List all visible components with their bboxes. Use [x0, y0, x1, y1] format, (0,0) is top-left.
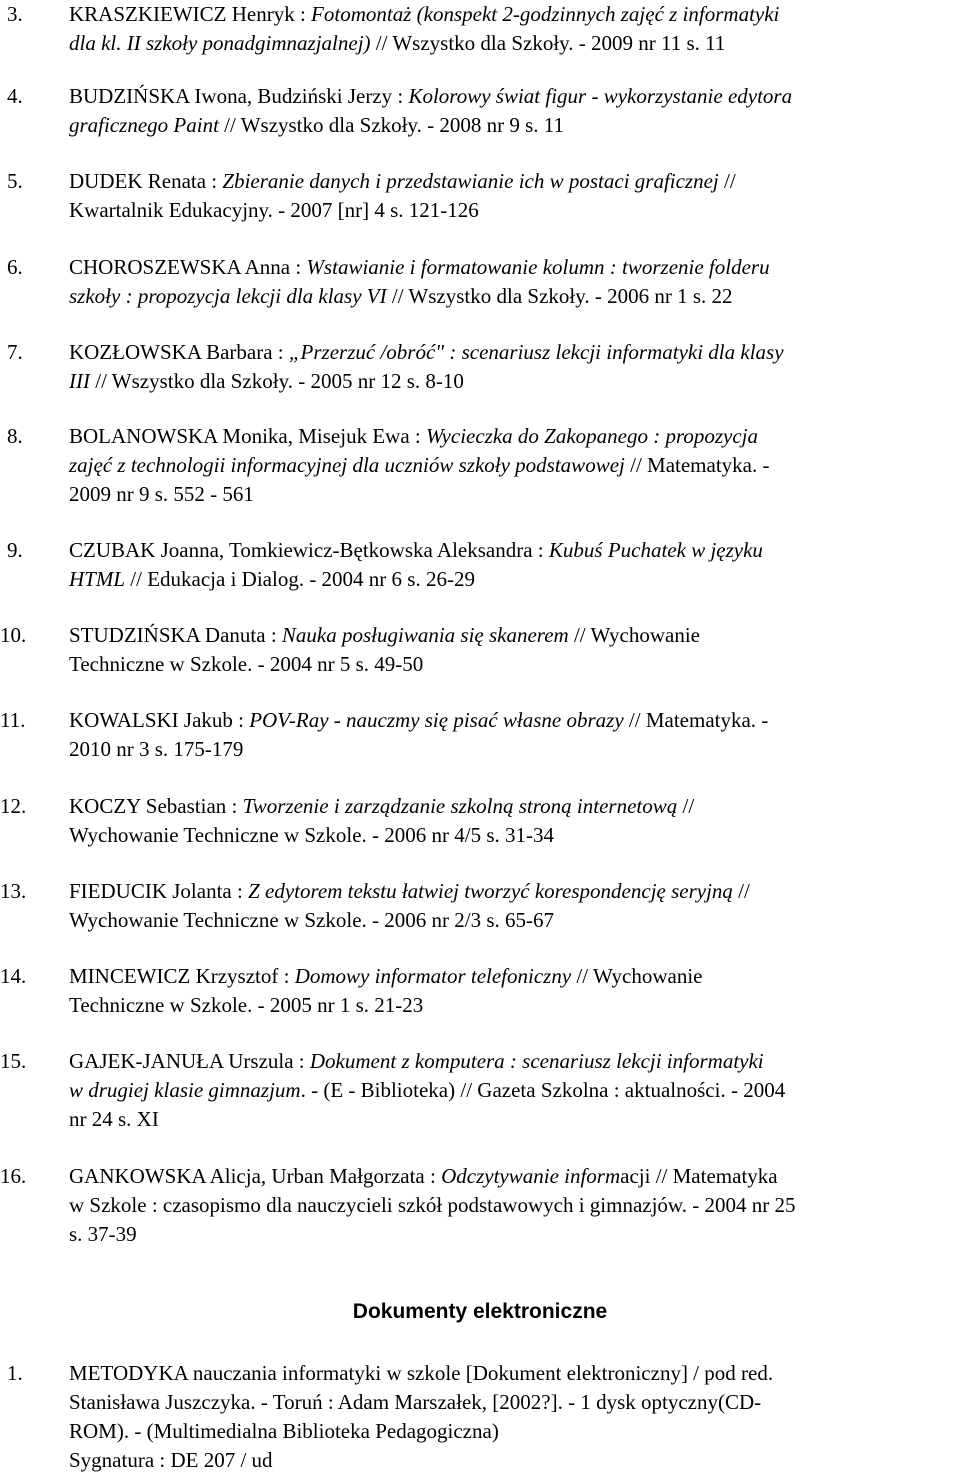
entry-source: // Wszystko dla Szkoły. - 2008 nr 9 s. 11: [218, 113, 565, 137]
entry-author: KOCZY Sebastian :: [69, 794, 243, 818]
entry-number: 3.: [7, 2, 23, 26]
bibliography-entry: [0, 0, 960, 58]
bibliography-entry: [0, 338, 960, 396]
entry-number: 9.: [7, 538, 23, 562]
entry-line: METODYKA nauczania informatyki w szkole [Dokument elektroniczny] / pod red.: [69, 1361, 774, 1385]
entry-title-part: „Przerzuć /obróć" : scenariusz lekcji informatyki dla klasy: [288, 340, 784, 364]
entry-number: 5.: [7, 169, 23, 193]
entry-number: 16.: [0, 1164, 27, 1188]
bibliography-entry: 12. KOCZY Sebastian : Tworzenie i zarządzanie szkolną stroną internetową // Wychowanie Techniczne w Szkole. - 2006 nr 4/5 s. 31-34: [0, 794, 695, 847]
entry-author: FIEDUCIK Jolanta :: [69, 879, 249, 903]
entry-title-part: Fotomontaż (konspekt 2-godzinnych zajęć z informatyki: [311, 2, 780, 26]
bibliography-entry: 8. BOLANOWSKA Monika, Misejuk Ewa : Wycieczka do Zakopanego : propozycja zajęć z technologii informacyjnej dla uczniów szkoły podstawowej // Matematyka. - 2009 nr 9 s. 552 - 561: [7, 424, 770, 506]
entry-author: STUDZIŃSKA Danuta :: [69, 623, 282, 647]
entry-title-part: graficznego Paint: [69, 113, 219, 137]
entry-line: ROM). - (Multimedialna Biblioteka Pedagogiczna): [69, 1419, 499, 1443]
bibliography-entry: 10. STUDZIŃSKA Danuta : Nauka posługiwania się skanerem // Wychowanie Techniczne w Szkole. - 2004 nr 5 s. 49-50: [0, 623, 700, 676]
bibliography-entry: 5. DUDEK Renata : Zbieranie danych i przedstawianie ich w postaci graficznej // Kwartalnik Edukacyjny. - 2007 [nr] 4 s. 121-126: [7, 169, 736, 222]
entry-number: 14.: [0, 964, 27, 988]
entry-title-part: szkoły : propozycja lekcji dla klasy VI: [69, 284, 387, 308]
bibliography-entry: 16. GANKOWSKA Alicja, Urban Małgorzata : Odczytywanie informacji // Matematyka w Szkole : czasopismo dla nauczycieli szkół podstawowych i gimnazjów. - 2004 nr 25 s. 37-39: [0, 1164, 796, 1246]
entry-source: // Edukacja i Dialog. - 2004 nr 6 s. 26-29: [125, 567, 475, 591]
electronic-document-entry: [0, 1359, 960, 1475]
entry-title-part: Kubuś Puchatek w języku: [548, 538, 763, 562]
entry-author: KOWALSKI Jakub :: [69, 708, 250, 732]
bibliography-entry: 14. MINCEWICZ Krzysztof : Domowy informator telefoniczny // Wychowanie Techniczne w Szkole. - 2005 nr 1 s. 21-23: [0, 964, 703, 1017]
entry-number: 11.: [0, 708, 26, 732]
bibliography-entry: 15. GAJEK-JANUŁA Urszula : Dokument z komputera : scenariusz lekcji informatyki w drugiej klasie gimnazjum. - (E - Biblioteka) // Gazeta Szkolna : aktualności. - 2004 nr 24 s. XI: [0, 1049, 786, 1131]
entry-number: 7.: [7, 340, 23, 364]
entry-author: MINCEWICZ Krzysztof :: [69, 964, 295, 988]
entry-author: BUDZIŃSKA Iwona, Budziński Jerzy :: [69, 84, 409, 108]
entry-title: Tworzenie i zarządzanie szkolną stroną internetową: [242, 794, 678, 818]
entry-author: KOZŁOWSKA Barbara :: [69, 340, 289, 364]
entry-title: POV-Ray - nauczmy się pisać własne obrazy: [249, 708, 624, 732]
entry-author: BOLANOWSKA Monika, Misejuk Ewa :: [69, 424, 426, 448]
entry-number: 6.: [7, 255, 23, 279]
entry-number: 8.: [7, 424, 23, 448]
entry-title-part: Odczytywanie inform: [441, 1164, 621, 1188]
entry-number: 10.: [0, 623, 27, 647]
entry-author: GANKOWSKA Alicja, Urban Małgorzata :: [69, 1164, 442, 1188]
section-heading: Dokumenty elektroniczne: [352, 1300, 608, 1323]
entry-title-part: Kolorowy świat figur - wykorzystanie edytora: [408, 84, 793, 108]
entry-source: // Wszystko dla Szkoły. - 2005 nr 12 s. 8-10: [89, 369, 464, 393]
entry-title: Z edytorem tekstu łatwiej tworzyć korespondencję seryjną: [248, 879, 733, 903]
entry-source: // Wszystko dla Szkoły. - 2009 nr 11 s. 11: [370, 31, 726, 55]
bibliography-entry: [0, 253, 960, 311]
entry-title-part: Wycieczka do Zakopanego : propozycja: [425, 424, 759, 448]
entry-title-part: w drugiej klasie gimnazjum: [69, 1078, 301, 1102]
bibliography-entry: [0, 82, 960, 140]
entry-title-part: III: [69, 369, 90, 393]
entry-title-part: zajęć z technologii informacyjnej dla uczniów szkoły podstawowej: [69, 453, 625, 477]
bibliography-entry: 13. FIEDUCIK Jolanta : Z edytorem tekstu łatwiej tworzyć korespondencję seryjną // Wychowanie Techniczne w Szkole. - 2006 nr 2/3 s. 65-67: [0, 879, 750, 932]
entry-number: 13.: [0, 879, 27, 903]
signature-line: Sygnatura : DE 207 / ud: [69, 1448, 273, 1472]
entry-source: // Wszystko dla Szkoły. - 2006 nr 1 s. 22: [386, 284, 733, 308]
entry-title-part: Zbieranie danych i przedstawianie ich w postaci graficznej: [222, 169, 719, 193]
entry-title-part: Dokument z komputera : scenariusz lekcji informatyki: [309, 1049, 764, 1073]
bibliography-entry: 11. KOWALSKI Jakub : POV-Ray - nauczmy się pisać własne obrazy // Matematyka. - 2010 nr 3 s. 175-179: [0, 708, 769, 761]
entry-title-part: dla kl. II szkoły ponadgimnazjalnej): [69, 31, 371, 55]
entry-number: 12.: [0, 794, 27, 818]
entry-author: DUDEK Renata :: [69, 169, 223, 193]
entry-author: GAJEK-JANUŁA Urszula :: [69, 1049, 310, 1073]
entry-title: Domowy informator telefoniczny: [294, 964, 572, 988]
entry-source-part: . - (E - Biblioteka) // Gazeta Szkolna : aktualności. - 2004: [300, 1078, 786, 1102]
bibliography-entry: [0, 536, 960, 594]
entry-title-part: Wstawianie i formatowanie kolumn : tworzenie folderu: [306, 255, 770, 279]
entry-author: KRASZKIEWICZ Henryk :: [69, 2, 312, 26]
entry-title: Nauka posługiwania się skanerem: [281, 623, 569, 647]
entry-author: CZUBAK Joanna, Tomkiewicz-Bętkowska Aleksandra :: [69, 538, 549, 562]
entry-title-part: HTML: [69, 567, 126, 591]
entry-number: 1.: [7, 1361, 23, 1385]
entry-number: 4.: [7, 84, 23, 108]
entry-line: Stanisława Juszczyka. - Toruń : Adam Marszałek, [2002?]. - 1 dysk optyczny(CD-: [69, 1390, 762, 1414]
entry-author: CHOROSZEWSKA Anna :: [69, 255, 307, 279]
entry-number: 15.: [0, 1049, 27, 1073]
